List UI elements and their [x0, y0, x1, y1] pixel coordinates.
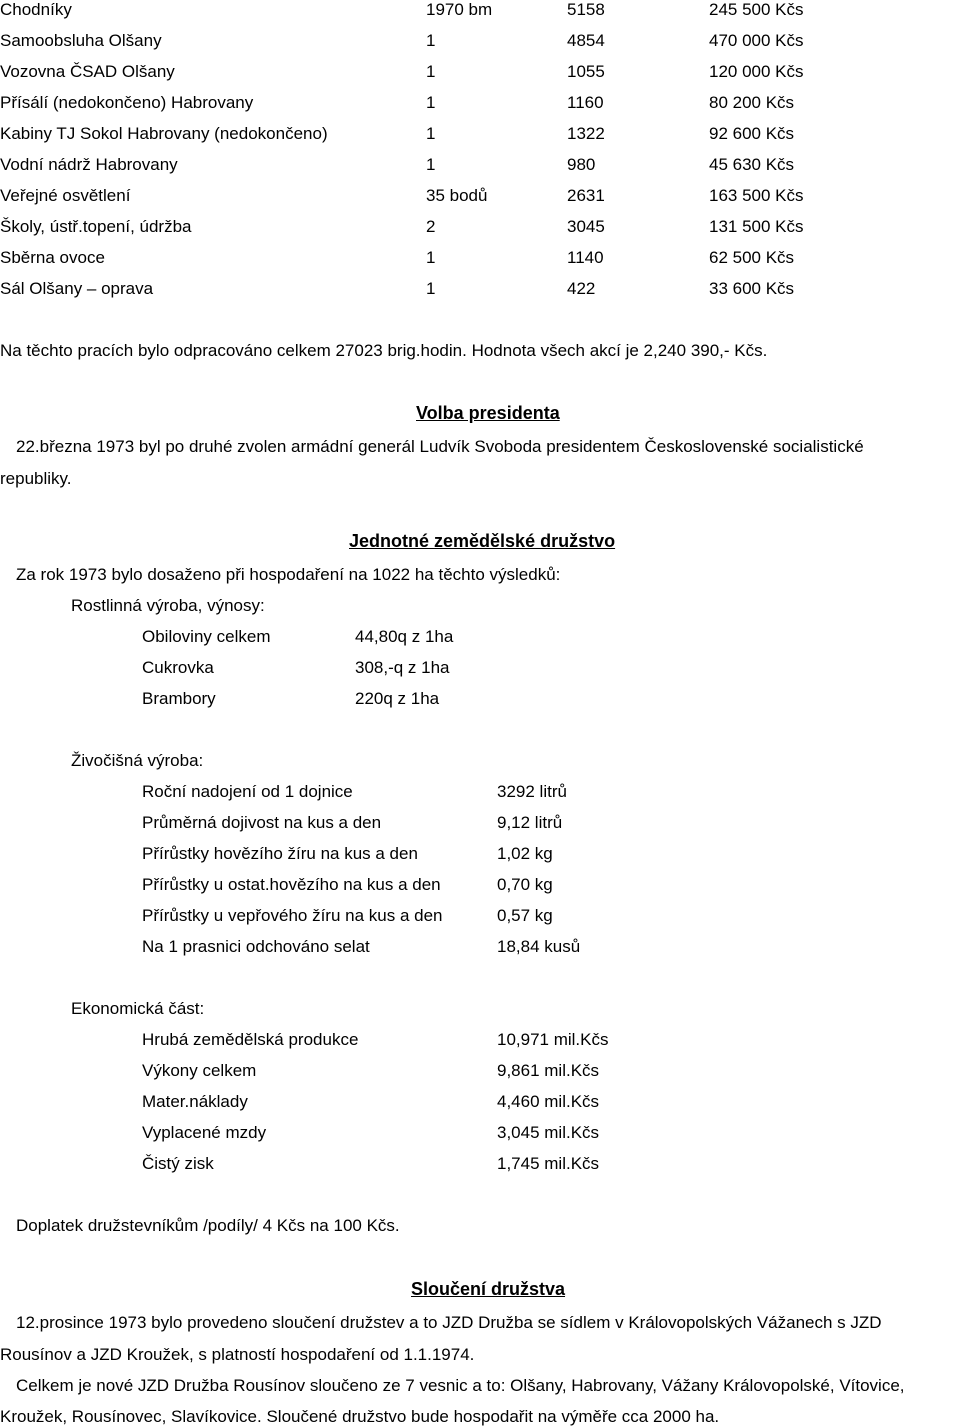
work-name: Vodní nádrž Habrovany — [0, 155, 178, 174]
plant-item-value: 220q z 1ha — [355, 689, 440, 708]
work-qty: 35 bodů — [426, 186, 488, 205]
work-name: Vozovna ČSAD Olšany — [0, 62, 175, 81]
animal-item-name: Přírůstky hovězího žíru na kus a den — [142, 844, 418, 863]
econ-item-name: Výkony celkem — [142, 1061, 257, 1080]
animal-section-label: Živočišná výroba: — [71, 751, 204, 770]
econ-item-name: Vyplacené mzdy — [142, 1123, 267, 1142]
work-value: 131 500 Kčs — [709, 217, 804, 236]
work-hours: 4854 — [567, 31, 605, 50]
work-qty: 2 — [426, 217, 436, 236]
work-value: 470 000 Kčs — [709, 31, 804, 50]
work-value: 120 000 Kčs — [709, 62, 804, 81]
work-value: 33 600 Kčs — [709, 279, 795, 298]
work-name: Sběrna ovoce — [0, 248, 105, 267]
animal-item-value: 9,12 litrů — [497, 813, 563, 832]
animal-item-value: 3292 litrů — [497, 782, 567, 801]
work-value: 92 600 Kčs — [709, 124, 795, 143]
work-value: 80 200 Kčs — [709, 93, 795, 112]
work-hours: 1140 — [567, 248, 604, 267]
merger-p1-line1: 12.prosince 1973 bylo provedeno sloučení družstev a to JZD Družba se sídlem v Královopolských Vážanech s JZD — [16, 1313, 882, 1332]
plant-item-name: Cukrovka — [142, 658, 214, 677]
econ-item-value: 9,861 mil.Kčs — [497, 1061, 600, 1080]
work-value: 245 500 Kčs — [709, 0, 804, 19]
work-value: 45 630 Kčs — [709, 155, 795, 174]
econ-section-label: Ekonomická část: — [71, 999, 205, 1018]
election-text-line2: republiky. — [0, 469, 72, 488]
work-hours: 980 — [567, 155, 596, 174]
work-name: Kabiny TJ Sokol Habrovany (nedokončeno) — [0, 124, 328, 143]
election-text-line1: 22.března 1973 byl po druhé zvolen armádní generál Ludvík Svoboda presidentem Československé socialistické — [16, 437, 864, 456]
econ-item-value: 3,045 mil.Kčs — [497, 1123, 600, 1142]
work-hours: 2631 — [567, 186, 605, 205]
work-hours: 5158 — [567, 0, 605, 19]
work-qty: 1970 bm — [426, 0, 493, 19]
animal-item-value: 18,84 kusů — [497, 937, 581, 956]
animal-item-value: 1,02 kg — [497, 844, 553, 863]
work-qty: 1 — [426, 93, 436, 112]
works-summary: Na těchto pracích bylo odpracováno celkem 27023 brig.hodin. Hodnota všech akcí je 2,240 390,- Kčs. — [0, 341, 768, 360]
animal-item-value: 0,70 kg — [497, 875, 553, 894]
animal-item-value: 0,57 kg — [497, 906, 553, 925]
work-qty: 1 — [426, 279, 436, 298]
plant-item-value: 308,-q z 1ha — [355, 658, 450, 677]
work-hours: 1160 — [567, 93, 604, 112]
merger-p1-line2: Rousínov a JZD Kroužek, s platností hospodaření od 1.1.1974. — [0, 1345, 475, 1364]
work-name: Sál Olšany – oprava — [0, 279, 154, 298]
animal-item-name: Přírůstky u vepřového žíru na kus a den — [142, 906, 443, 925]
econ-item-name: Mater.náklady — [142, 1092, 248, 1111]
work-hours: 422 — [567, 279, 596, 298]
work-hours: 1322 — [567, 124, 605, 143]
merger-p2-line2: Kroužek, Rousínovec, Slavíkovice. Sloučené družstvo bude hospodařit na výměře cca 2000 ha. — [0, 1407, 720, 1426]
animal-item-name: Průměrná dojivost na kus a den — [142, 813, 382, 832]
plant-item-name: Obiloviny celkem — [142, 627, 271, 646]
plant-section-label: Rostlinná výroba, výnosy: — [71, 596, 265, 615]
work-name: Samoobsluha Olšany — [0, 31, 162, 50]
merger-heading: Sloučení družstva — [411, 1279, 566, 1299]
animal-item-name: Na 1 prasnici odchováno selat — [142, 937, 370, 956]
econ-item-name: Hrubá zemědělská produkce — [142, 1030, 359, 1049]
work-hours: 3045 — [567, 217, 605, 236]
work-qty: 1 — [426, 155, 436, 174]
jzd-intro: Za rok 1973 bylo dosaženo při hospodaření na 1022 ha těchto výsledků: — [16, 565, 561, 584]
jzd-bonus: Doplatek družstevníkům /podíly/ 4 Kčs na 100 Kčs. — [16, 1216, 400, 1235]
work-name: Školy, ústř.topení, údržba — [0, 217, 192, 236]
work-value: 163 500 Kčs — [709, 186, 804, 205]
work-value: 62 500 Kčs — [709, 248, 795, 267]
work-name: Chodníky — [0, 0, 72, 19]
merger-p2-line1: Celkem je nové JZD Družba Rousínov sloučeno ze 7 vesnic a to: Olšany, Habrovany, Vážany Královopolské, Vítovice, — [16, 1376, 905, 1395]
econ-item-value: 4,460 mil.Kčs — [497, 1092, 600, 1111]
plant-item-name: Brambory — [142, 689, 216, 708]
animal-item-name: Přírůstky u ostat.hovězího na kus a den — [142, 875, 441, 894]
econ-item-value: 10,971 mil.Kčs — [497, 1030, 609, 1049]
election-heading: Volba presidenta — [416, 403, 560, 423]
work-hours: 1055 — [567, 62, 605, 81]
jzd-heading: Jednotné zemědělské družstvo — [349, 531, 616, 551]
work-qty: 1 — [426, 62, 436, 81]
work-qty: 1 — [426, 124, 436, 143]
econ-item-value: 1,745 mil.Kčs — [497, 1154, 600, 1173]
econ-item-name: Čistý zisk — [142, 1154, 214, 1173]
work-name: Veřejné osvětlení — [0, 186, 131, 205]
plant-item-value: 44,80q z 1ha — [355, 627, 454, 646]
animal-item-name: Roční nadojení od 1 dojnice — [142, 782, 353, 801]
work-qty: 1 — [426, 31, 436, 50]
work-name: Přísálí (nedokončeno) Habrovany — [0, 93, 254, 112]
work-qty: 1 — [426, 248, 436, 267]
